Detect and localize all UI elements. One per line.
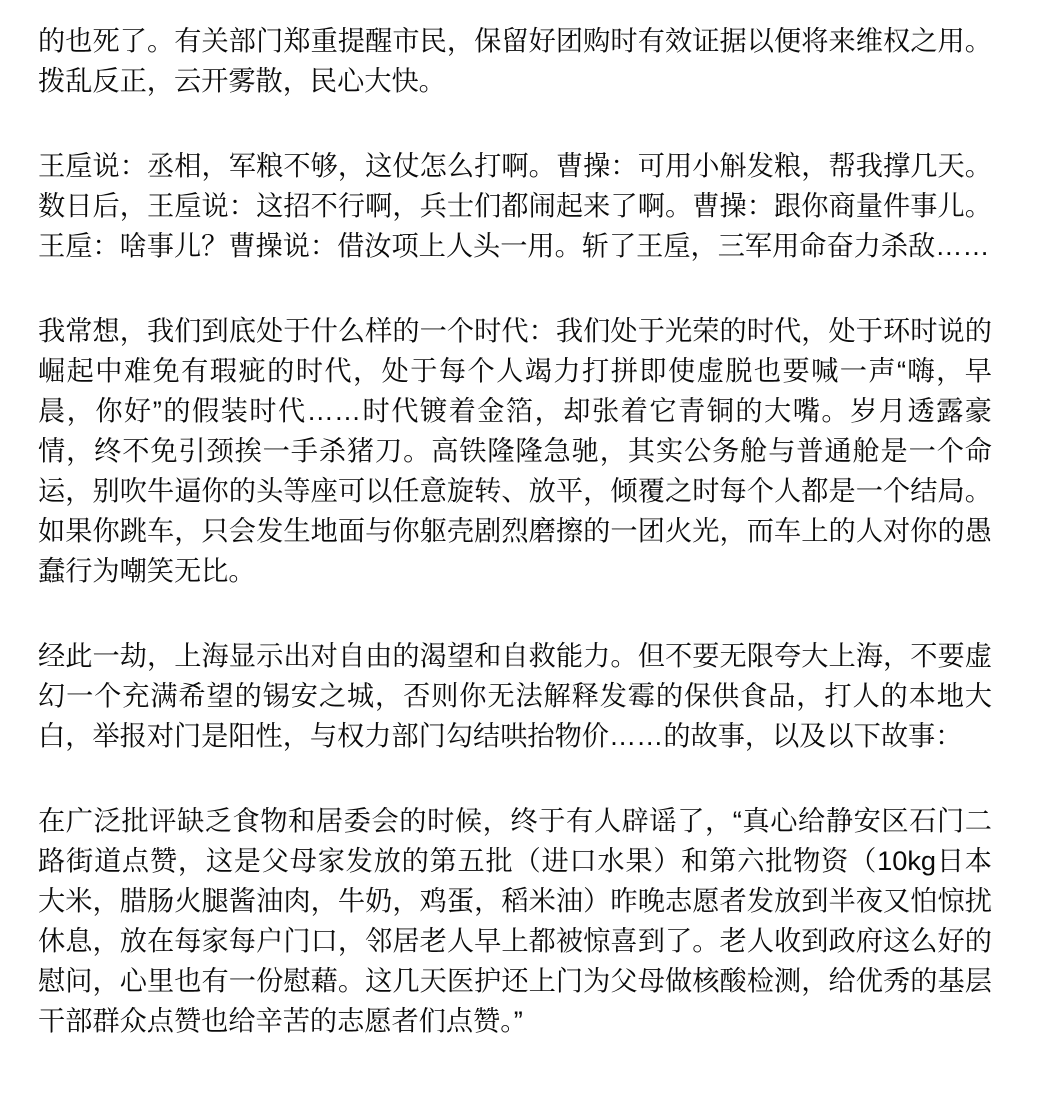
paragraph-3: 我常想，我们到底处于什么样的一个时代：我们处于光荣的时代，处于环时说的崛起中难免有瑕疵的时代，处于每个人竭力打拼即使虚脱也要喊一声“嗨，早晨，你好”的假装时代……时代镀着金箔，却张着它青铜的大嘴。岁月透露豪情，终不免引颈挨一手杀猪刀。高铁隆隆急驰，其实公务舱与普通舱是一个命运，别吹牛逼你的头等座可以任意旋转、放平，倾覆之时每个人都是一个结局。如果你跳车，只会发生地面与你躯壳剧烈磨擦的一团火光，而车上的人对你的愚蠢行为嘲笑无比。: [38, 315, 992, 586]
paragraph-4: 经此一劫，上海显示出对自由的渴望和自救能力。但不要无限夸大上海，不要虚幻一个充满希望的锡安之城，否则你无法解释发霉的保供食品，打人的本地大白，举报对门是阳性，与权力部门勾结哄抬物价……的故事，以及以下故事：: [38, 640, 992, 751]
paragraph-1: 的也死了。有关部门郑重提醒市民，保留好团购时有效证据以便将来维权之用。拨乱反正，云开雾散，民心大快。: [38, 25, 992, 96]
paragraph-2: 王垕说：丞相，军粮不够，这仗怎么打啊。曹操：可用小斛发粮，帮我撑几天。数日后，王垕说：这招不行啊，兵士们都闹起来了啊。曹操：跟你商量件事儿。王垕：啥事儿？曹操说：借汝项上人头一用。斩了王垕，三军用命奋力杀敌……: [38, 150, 992, 261]
paragraph-5: 在广泛批评缺乏食物和居委会的时候，终于有人辟谣了，“真心给静安区石门二路街道点赞，这是父母家发放的第五批（进口水果）和第六批物资（10kg日本大米，腊肠火腿酱油肉，牛奶，鸡蛋，稻米油）昨晚志愿者发放到半夜又怕惊扰休息，放在每家每户门口，邻居老人早上都被惊喜到了。老人收到政府这么好的慰问，心里也有一份慰藉。这几天医护还上门为父母做核酸检测，给优秀的基层干部群众点赞也给辛苦的志愿者们点赞。”: [38, 805, 992, 1036]
